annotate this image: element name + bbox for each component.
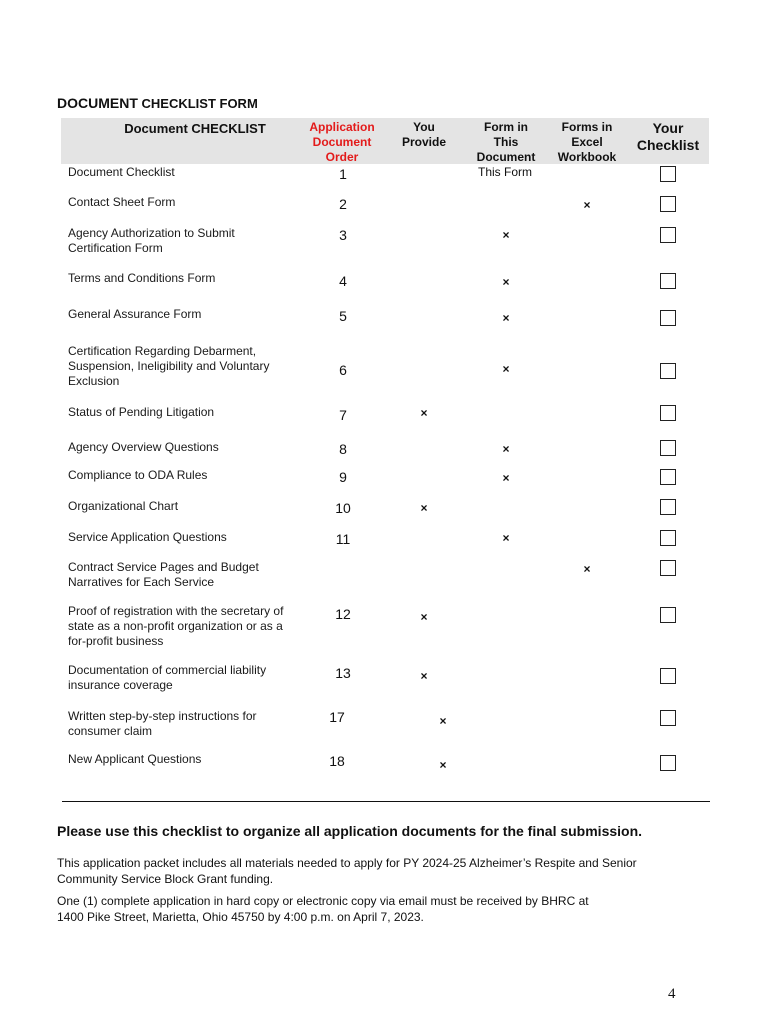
checklist-checkbox[interactable] — [660, 499, 676, 515]
checklist-checkbox[interactable] — [660, 469, 676, 485]
checklist-checkbox[interactable] — [660, 560, 676, 576]
x-mark-icon: × — [502, 311, 510, 325]
order-number: 18 — [329, 753, 345, 769]
instruction-note: Please use this checklist to organize all application documents for the final submission. — [57, 823, 643, 839]
header-your-checklist: Your Checklist — [636, 120, 700, 153]
x-mark-icon: × — [420, 501, 428, 515]
row-label: Certification Regarding Debarment, Suspension, Ineligibility and Voluntary Exclusion — [68, 344, 270, 388]
row-label: Compliance to ODA Rules — [68, 468, 208, 482]
this-form-label: This Form — [478, 165, 532, 179]
order-number: 5 — [339, 308, 347, 324]
row-label: Documentation of commercial liability insurance coverage — [68, 663, 267, 692]
x-mark-icon: × — [502, 471, 510, 485]
header-forms-in-excel: Forms in Excel Workbook — [557, 120, 617, 164]
checklist-checkbox[interactable] — [660, 166, 676, 182]
header-you-provide: You Provide — [401, 120, 446, 149]
x-mark-icon: × — [420, 610, 428, 624]
row-label: Contract Service Pages and Budget Narratives for Each Service — [68, 560, 259, 589]
row-label: Proof of registration with the secretary of state as a non-profit organization or as a for-profit business — [68, 604, 284, 648]
header-application-order: Application Document Order — [309, 120, 375, 164]
row-label: Document Checklist — [68, 165, 175, 179]
checklist-checkbox[interactable] — [660, 440, 676, 456]
x-mark-icon: × — [583, 198, 591, 212]
x-mark-icon: × — [583, 562, 591, 576]
divider-line — [62, 801, 710, 802]
row-label: Agency Authorization to Submit Certification Form — [68, 226, 235, 255]
order-number: 17 — [329, 709, 345, 725]
row-label: Terms and Conditions Form — [68, 271, 216, 285]
x-mark-icon: × — [439, 714, 447, 728]
paragraph-submission-info: One (1) complete application in hard copy or electronic copy via email must be received by BHRC at 1400 Pike Street, Marietta, Ohio 45750 by 4:00 p.m. on April 7, 2023. — [57, 894, 589, 924]
checklist-checkbox[interactable] — [660, 227, 676, 243]
order-number: 11 — [335, 531, 351, 547]
row-label: Written step-by-step instructions for consumer claim — [68, 709, 257, 738]
x-mark-icon: × — [502, 228, 510, 242]
checklist-checkbox[interactable] — [660, 363, 676, 379]
row-label: Organizational Chart — [68, 499, 179, 513]
checklist-checkbox[interactable] — [660, 710, 676, 726]
checklist-checkbox[interactable] — [660, 755, 676, 771]
checklist-checkbox[interactable] — [660, 273, 676, 289]
x-mark-icon: × — [502, 362, 510, 376]
checklist-checkbox[interactable] — [660, 405, 676, 421]
x-mark-icon: × — [420, 669, 428, 683]
order-number: 6 — [339, 362, 347, 378]
order-number: 12 — [335, 606, 351, 622]
order-number: 2 — [339, 196, 347, 212]
order-number: 13 — [335, 665, 351, 681]
order-number: 10 — [335, 500, 351, 516]
order-number: 9 — [339, 469, 347, 485]
x-mark-icon: × — [502, 442, 510, 456]
checklist-checkbox[interactable] — [660, 530, 676, 546]
row-label: Status of Pending Litigation — [68, 405, 215, 419]
page-number: 4 — [668, 986, 676, 1002]
row-label: Service Application Questions — [68, 530, 227, 544]
x-mark-icon: × — [439, 758, 447, 772]
row-label: General Assurance Form — [68, 307, 202, 321]
form-title: DOCUMENT CHECKLIST FORM — [57, 95, 258, 111]
checklist-checkbox[interactable] — [660, 668, 676, 684]
row-label: Contact Sheet Form — [68, 195, 176, 209]
x-mark-icon: × — [502, 531, 510, 545]
paragraph-packet-info: This application packet includes all materials needed to apply for PY 2024-25 Alzheimer’s Respite and Senior Community Service Block Grant funding. — [57, 856, 637, 886]
order-number: 7 — [339, 407, 347, 423]
checklist-checkbox[interactable] — [660, 607, 676, 623]
order-number: 4 — [339, 273, 347, 289]
row-label: New Applicant Questions — [68, 752, 202, 766]
checklist-checkbox[interactable] — [660, 196, 676, 212]
checklist-checkbox[interactable] — [660, 310, 676, 326]
header-form-in-document: Form in This Document — [476, 120, 536, 164]
row-label: Agency Overview Questions — [68, 440, 219, 454]
order-number: 1 — [339, 166, 347, 182]
x-mark-icon: × — [502, 275, 510, 289]
order-number: 8 — [339, 441, 347, 457]
order-number: 3 — [339, 227, 347, 243]
x-mark-icon: × — [420, 406, 428, 420]
header-document-checklist: Document CHECKLIST — [124, 121, 266, 136]
